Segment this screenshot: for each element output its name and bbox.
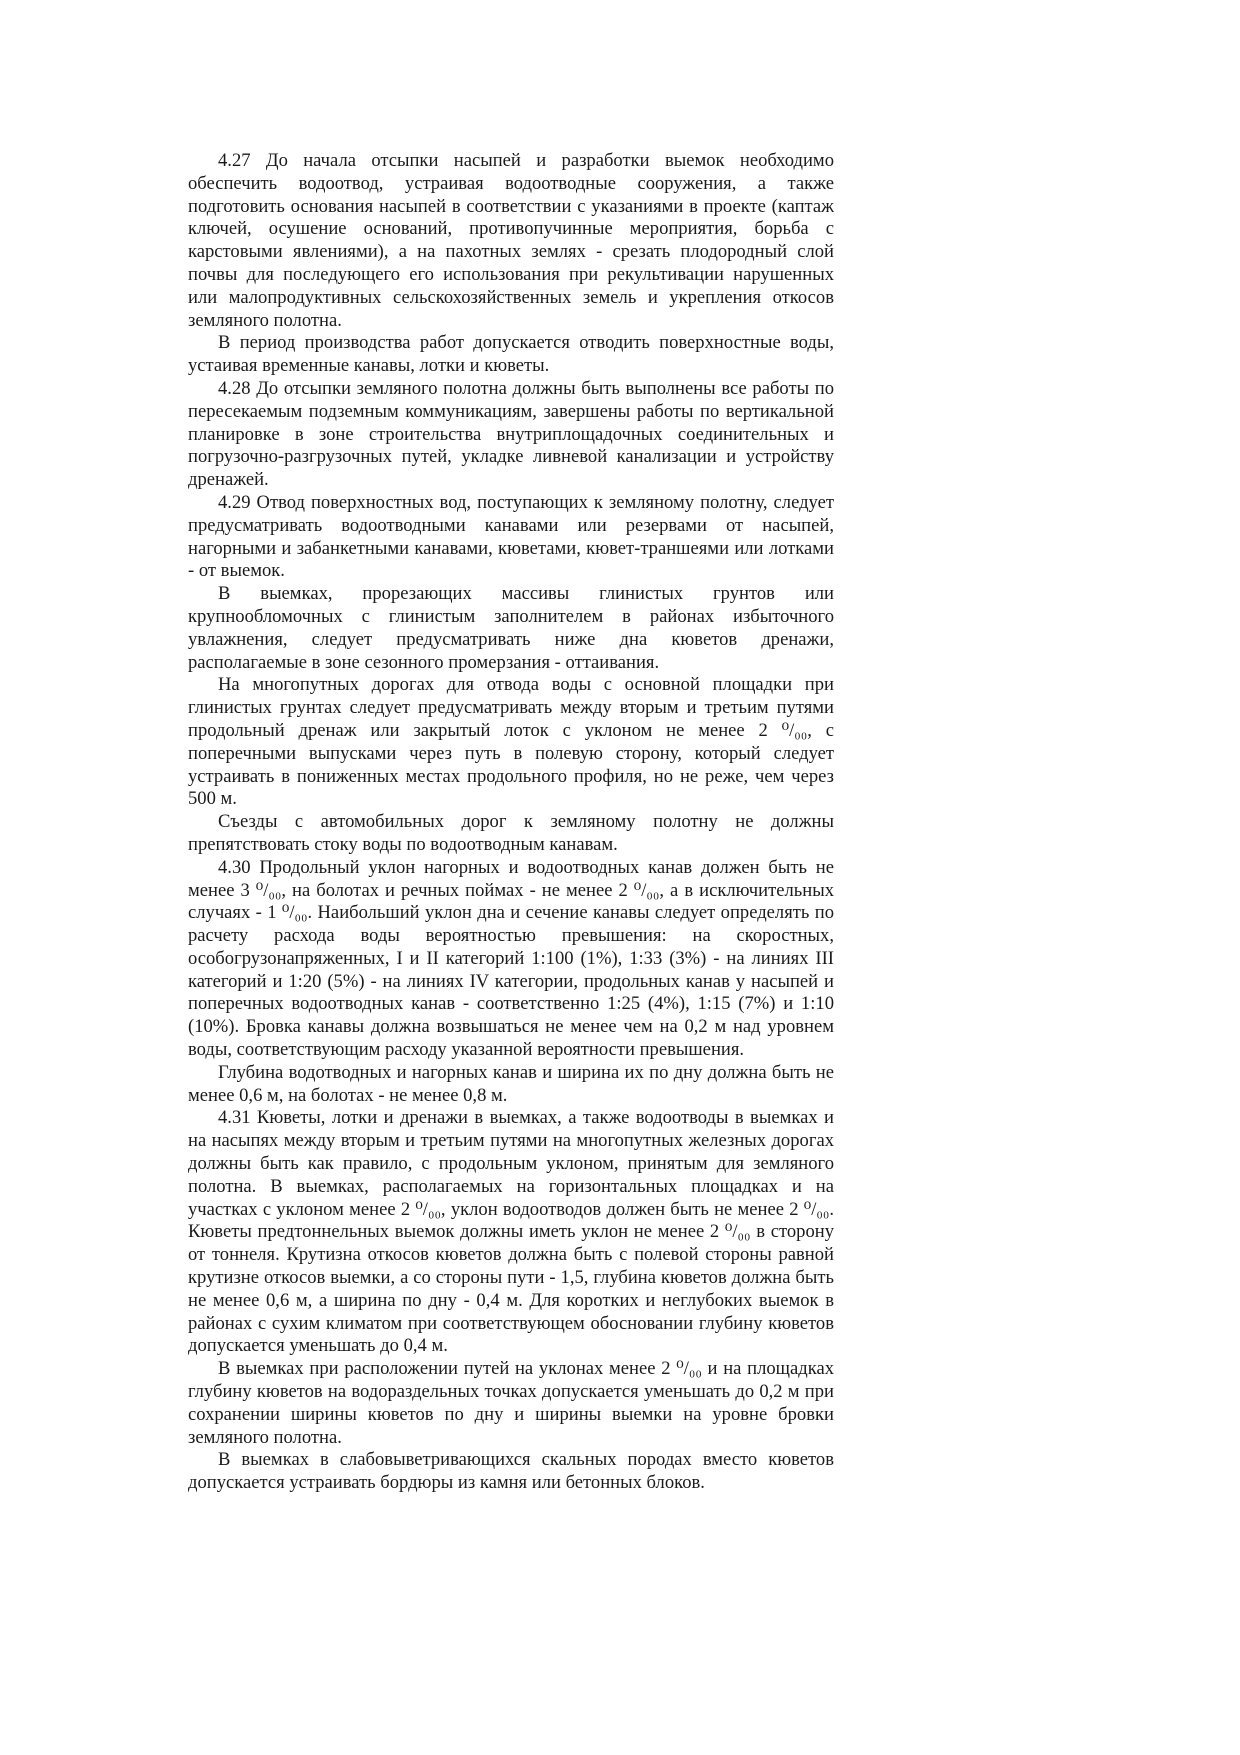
document-page <box>188 150 834 1495</box>
paragraph-rock-cuttings: В выемках в слабовыветривающихся скальных породах вместо кюветов допускается устраивать бордюры из камня или бетонных блоков. <box>188 1449 834 1494</box>
paragraph-4-29: 4.29 Отвод поверхностных вод, поступающих к земляному полотну, следует предусматривать водоотводными канавами или резервами от насыпей, нагорными и забанкетными канавами, кюветами, кювет-траншеями или лотками - от выемок. <box>188 491 834 582</box>
paragraph-4-30: 4.30 Продольный уклон нагорных и водоотводных канав должен быть не менее 3 ⁰/₀₀, на болотах и речных поймах - не менее 2 ⁰/₀₀, а в исключительных случаях - 1 ⁰/₀₀. Наибольший уклон дна и сечение канавы следует определять по расчету расхода воды вероятностью превышения: на скоростных, особогрузонапряженных, I и II категорий 1:100 (1%), 1:33 (3%) - на линиях III категорий и 1:20 (5%) - на линиях IV категории, продольных канав у насыпей и поперечных водоотводных канав - соответственно 1:25 (4%), 1:15 (7%) и 1:10 (10%). Бровка канавы должна возвышаться не менее чем на 0,2 м над уровнем воды, соответствующим расходу указанной вероятности превышения. <box>188 856 834 1061</box>
paragraph-4-28: 4.28 До отсыпки земляного полотна должны быть выполнены все работы по пересекаемым подземным коммуникациям, завершены работы по вертикальной планировке в зоне строительства внутриплощадочных соединительных и погрузочно-разгрузочных путей, укладке ливневой канализации и устройству дренажей. <box>188 377 834 491</box>
paragraph-cuttings-drainage: В выемках, прорезающих массивы глинистых грунтов или крупнообломочных с глинистым заполнителем в районах избыточного увлажнения, следует предусматривать ниже дна кюветов дренажи, располагаемые в зоне сезонного промерзания - оттаивания. <box>188 583 834 673</box>
paragraph-4-31: 4.31 Кюветы, лотки и дренажи в выемках, а также водоотводы в выемках и на насыпях между вторым и третьим путями на многопутных железных дорогах должны быть как правило, с продольным уклоном, принятым для земляного полотна. В выемках, располагаемых на горизонтальных площадках и на участках с уклоном менее 2 ⁰/₀₀, уклон водоотводов должен быть не менее 2 ⁰/₀₀. Кюветы предтоннельных выемок должны иметь уклон не менее 2 ⁰/₀₀ в сторону от тоннеля. Крутизна откосов кюветов должна быть с полевой стороны равной крутизне откосов выемки, а со стороны пути - 1,5, глубина кюветов должна быть не менее 0,6 м, а ширина по дну - 0,4 м. Для коротких и неглубоких выемок в районах с сухим климатом при соответствующем обосновании глубину кюветов допускается уменьшать до 0,4 м. <box>188 1107 834 1357</box>
paragraph-shallow-slopes: В выемках при расположении путей на уклонах менее 2 ⁰/₀₀ и на площадках глубину кюветов на водораздельных точках допускается уменьшать до 0,2 м при сохранении ширины кюветов по дну и ширины выемки на уровне бровки земляного полотна. <box>188 1358 834 1448</box>
paragraph-road-exits: Съезды с автомобильных дорог к земляному полотну не должны препятствовать стоку воды по водоотводным канавам. <box>188 811 834 855</box>
paragraph-temporary-drainage: В период производства работ допускается отводить поверхностные воды, устаивая временные канавы, лотки и кюветы. <box>188 332 834 377</box>
paragraph-multitrack-roads: На многопутных дорогах для отвода воды с основной площадки при глинистых грунтах следует предусматривать между вторым и третьим путями продольный дренаж или закрытый лоток с уклоном не менее 2 ⁰/₀₀, с поперечными выпусками через путь в полевую сторону, который следует устраивать в пониженных местах продольного профиля, но не реже, чем через 500 м. <box>188 674 834 810</box>
paragraph-ditch-depth: Глубина водотводных и нагорных канав и ширина их по дну должна быть не менее 0,6 м, на болотах - не менее 0,8 м. <box>188 1061 834 1106</box>
paragraph-4-27: 4.27 До начала отсыпки насыпей и разработки выемок необходимо обеспечить водоотвод, устраивая водоотводные сооружения, а также подготовить основания насыпей в соответствии с указаниями в проекте (каптаж ключей, осушение оснований, противопучинные мероприятия, борьба с карстовыми явлениями), а на пахотных землях - срезать плодородный слой почвы для последующего его использования при рекультивации нарушенных или малопродуктивных сельскохозяйственных земель и укрепления откосов земляного полотна. <box>188 150 834 331</box>
